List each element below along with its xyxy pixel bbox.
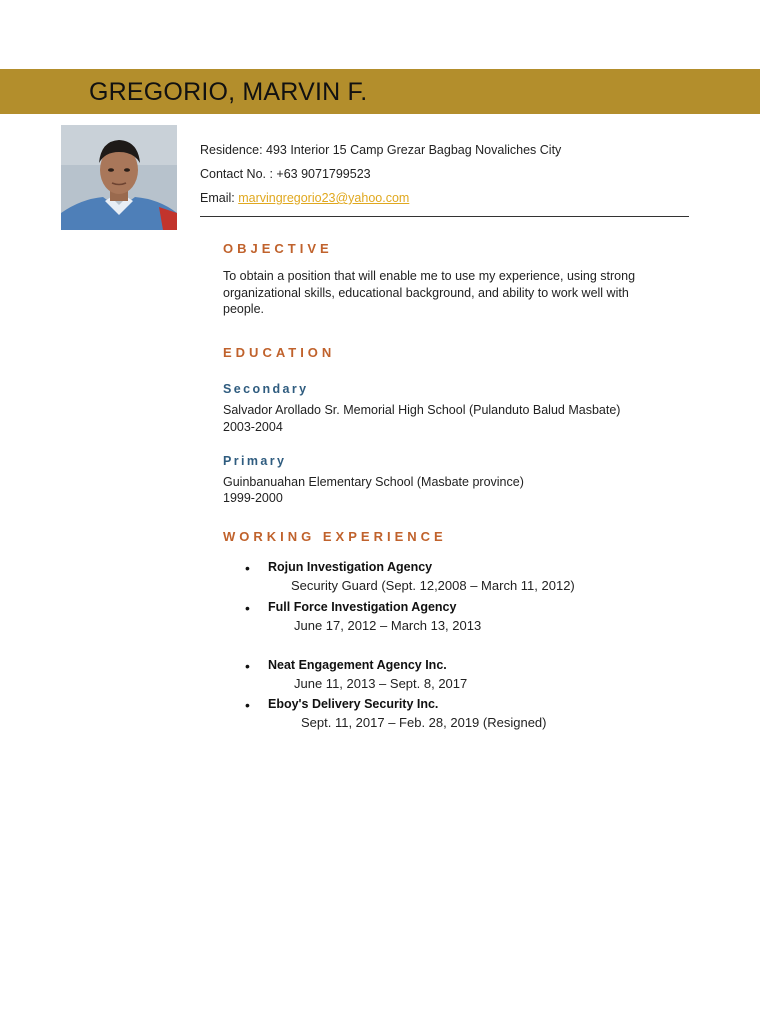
secondary-school: Salvador Arollado Sr. Memorial High School (Pulanduto Balud Masbate) [223,403,621,417]
job-company: Eboy's Delivery Security Inc. [268,697,439,711]
objective-text: To obtain a position that will enable me to use my experience, using strong organizational skills, educational background, and ability to work well with people. [223,269,636,316]
secondary-heading: Secondary [223,382,309,396]
primary-years: 1999-2000 [223,491,283,505]
bullet-icon: • [245,697,250,713]
job-details: Security Guard (Sept. 12,2008 – March 11, 2012) [291,578,575,593]
experience-heading: WORKING EXPERIENCE [223,529,447,544]
job-company: Full Force Investigation Agency [268,600,457,614]
residence-line: Residence: 493 Interior 15 Camp Grezar Bagbag Novaliches City [200,143,562,157]
email-link[interactable]: marvingregorio23@yahoo.com [238,191,410,205]
email-line [200,190,561,214]
person-portrait-icon [61,125,177,230]
email-label: Email: [200,191,239,205]
primary-heading: Primary [223,454,287,468]
job-details: Sept. 11, 2017 – Feb. 28, 2019 (Resigned) [301,715,547,730]
job-details: June 11, 2013 – Sept. 8, 2017 [294,676,468,691]
secondary-years: 2003-2004 [223,420,283,434]
bullet-icon: • [245,560,250,576]
bullet-icon: • [245,600,250,616]
job-company: Rojun Investigation Agency [268,560,433,574]
education-heading: EDUCATION [223,345,336,360]
header-divider [200,216,689,217]
job-details: June 17, 2012 – March 13, 2013 [294,618,482,633]
applicant-name: GREGORIO, MARVIN F. [89,78,368,106]
primary-school: Guinbanuahan Elementary School (Masbate province) [223,475,524,489]
profile-photo [61,125,177,230]
bullet-icon: • [245,658,250,674]
job-company: Neat Engagement Agency Inc. [268,658,447,672]
objective-heading: OBJECTIVE [223,241,333,256]
contact-block [200,142,561,214]
contact-number-line: Contact No. : +63 9071799523 [200,167,371,181]
